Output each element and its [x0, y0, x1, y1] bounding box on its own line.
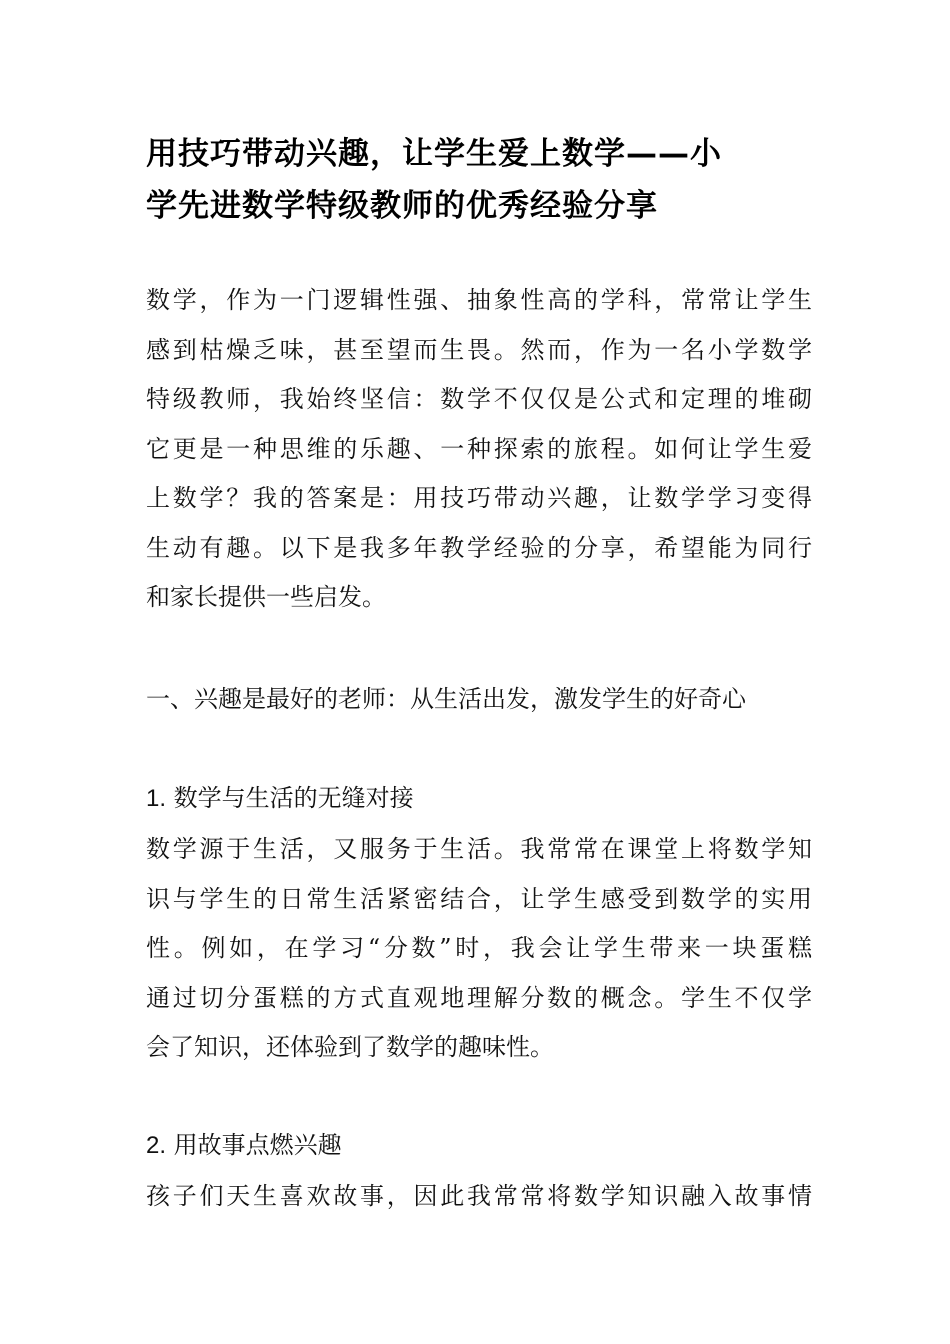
- sub1-line-5: 会了知识，还体验到了数学的趣味性。: [146, 1033, 554, 1061]
- section-heading-1: 一、兴趣是最好的老师：从生活出发，激发学生的好奇心: [146, 685, 746, 713]
- subsection-heading-text: 用故事点燃兴趣: [173, 1131, 342, 1159]
- intro-line-5: 上数学？我的答案是：用技巧带动兴趣，让数学学习变得: [146, 484, 812, 512]
- sub2-line-1: 孩子们天生喜欢故事，因此我常常将数学知识融入故事情: [146, 1182, 812, 1210]
- title-line-1: 用技巧带动兴趣，让学生爱上数学——小: [146, 136, 722, 172]
- intro-line-7: 和家长提供一些启发。: [146, 583, 386, 611]
- subsection-2-paragraph: [146, 1172, 812, 1222]
- sub1-line-1: 数学源于生活，又服务于生活。我常常在课堂上将数学知: [146, 835, 812, 863]
- subsection-number: 1.: [146, 785, 167, 812]
- sub1-line-4: 通过切分蛋糕的方式直观地理解分数的概念。学生不仅学: [146, 983, 812, 1012]
- sub1-line-2: 识与学生的日常生活紧密结合，让学生感受到数学的实用: [146, 884, 812, 913]
- subsection-1-paragraph: [146, 825, 812, 1073]
- sub1-line-3: 性。例如，在学习“分数”时，我会让学生带来一块蛋糕: [146, 934, 812, 962]
- subsection-number: 2.: [146, 1132, 167, 1159]
- intro-paragraph: [146, 276, 812, 623]
- intro-line-2: 感到枯燥乏味，甚至望而生畏。然而，作为一名小学数学: [146, 335, 812, 364]
- subsection-heading-2: [146, 1127, 826, 1164]
- intro-line-3: 特级教师，我始终坚信：数学不仅仅是公式和定理的堆砌: [146, 385, 812, 413]
- subsection-heading-text: 数学与生活的无缝对接: [173, 784, 414, 812]
- intro-line-4: 它更是一种思维的乐趣、一种探索的旅程。如何让学生爱: [146, 434, 812, 463]
- subsection-heading-1: [146, 780, 826, 817]
- intro-line-1: 数学，作为一门逻辑性强、抽象性高的学科，常常让学生: [146, 286, 812, 314]
- title-line-2: 学先进数学特级教师的优秀经验分享: [146, 188, 658, 224]
- document-title: [146, 128, 814, 232]
- intro-line-6: 生动有趣。以下是我多年教学经验的分享，希望能为同行: [146, 533, 812, 562]
